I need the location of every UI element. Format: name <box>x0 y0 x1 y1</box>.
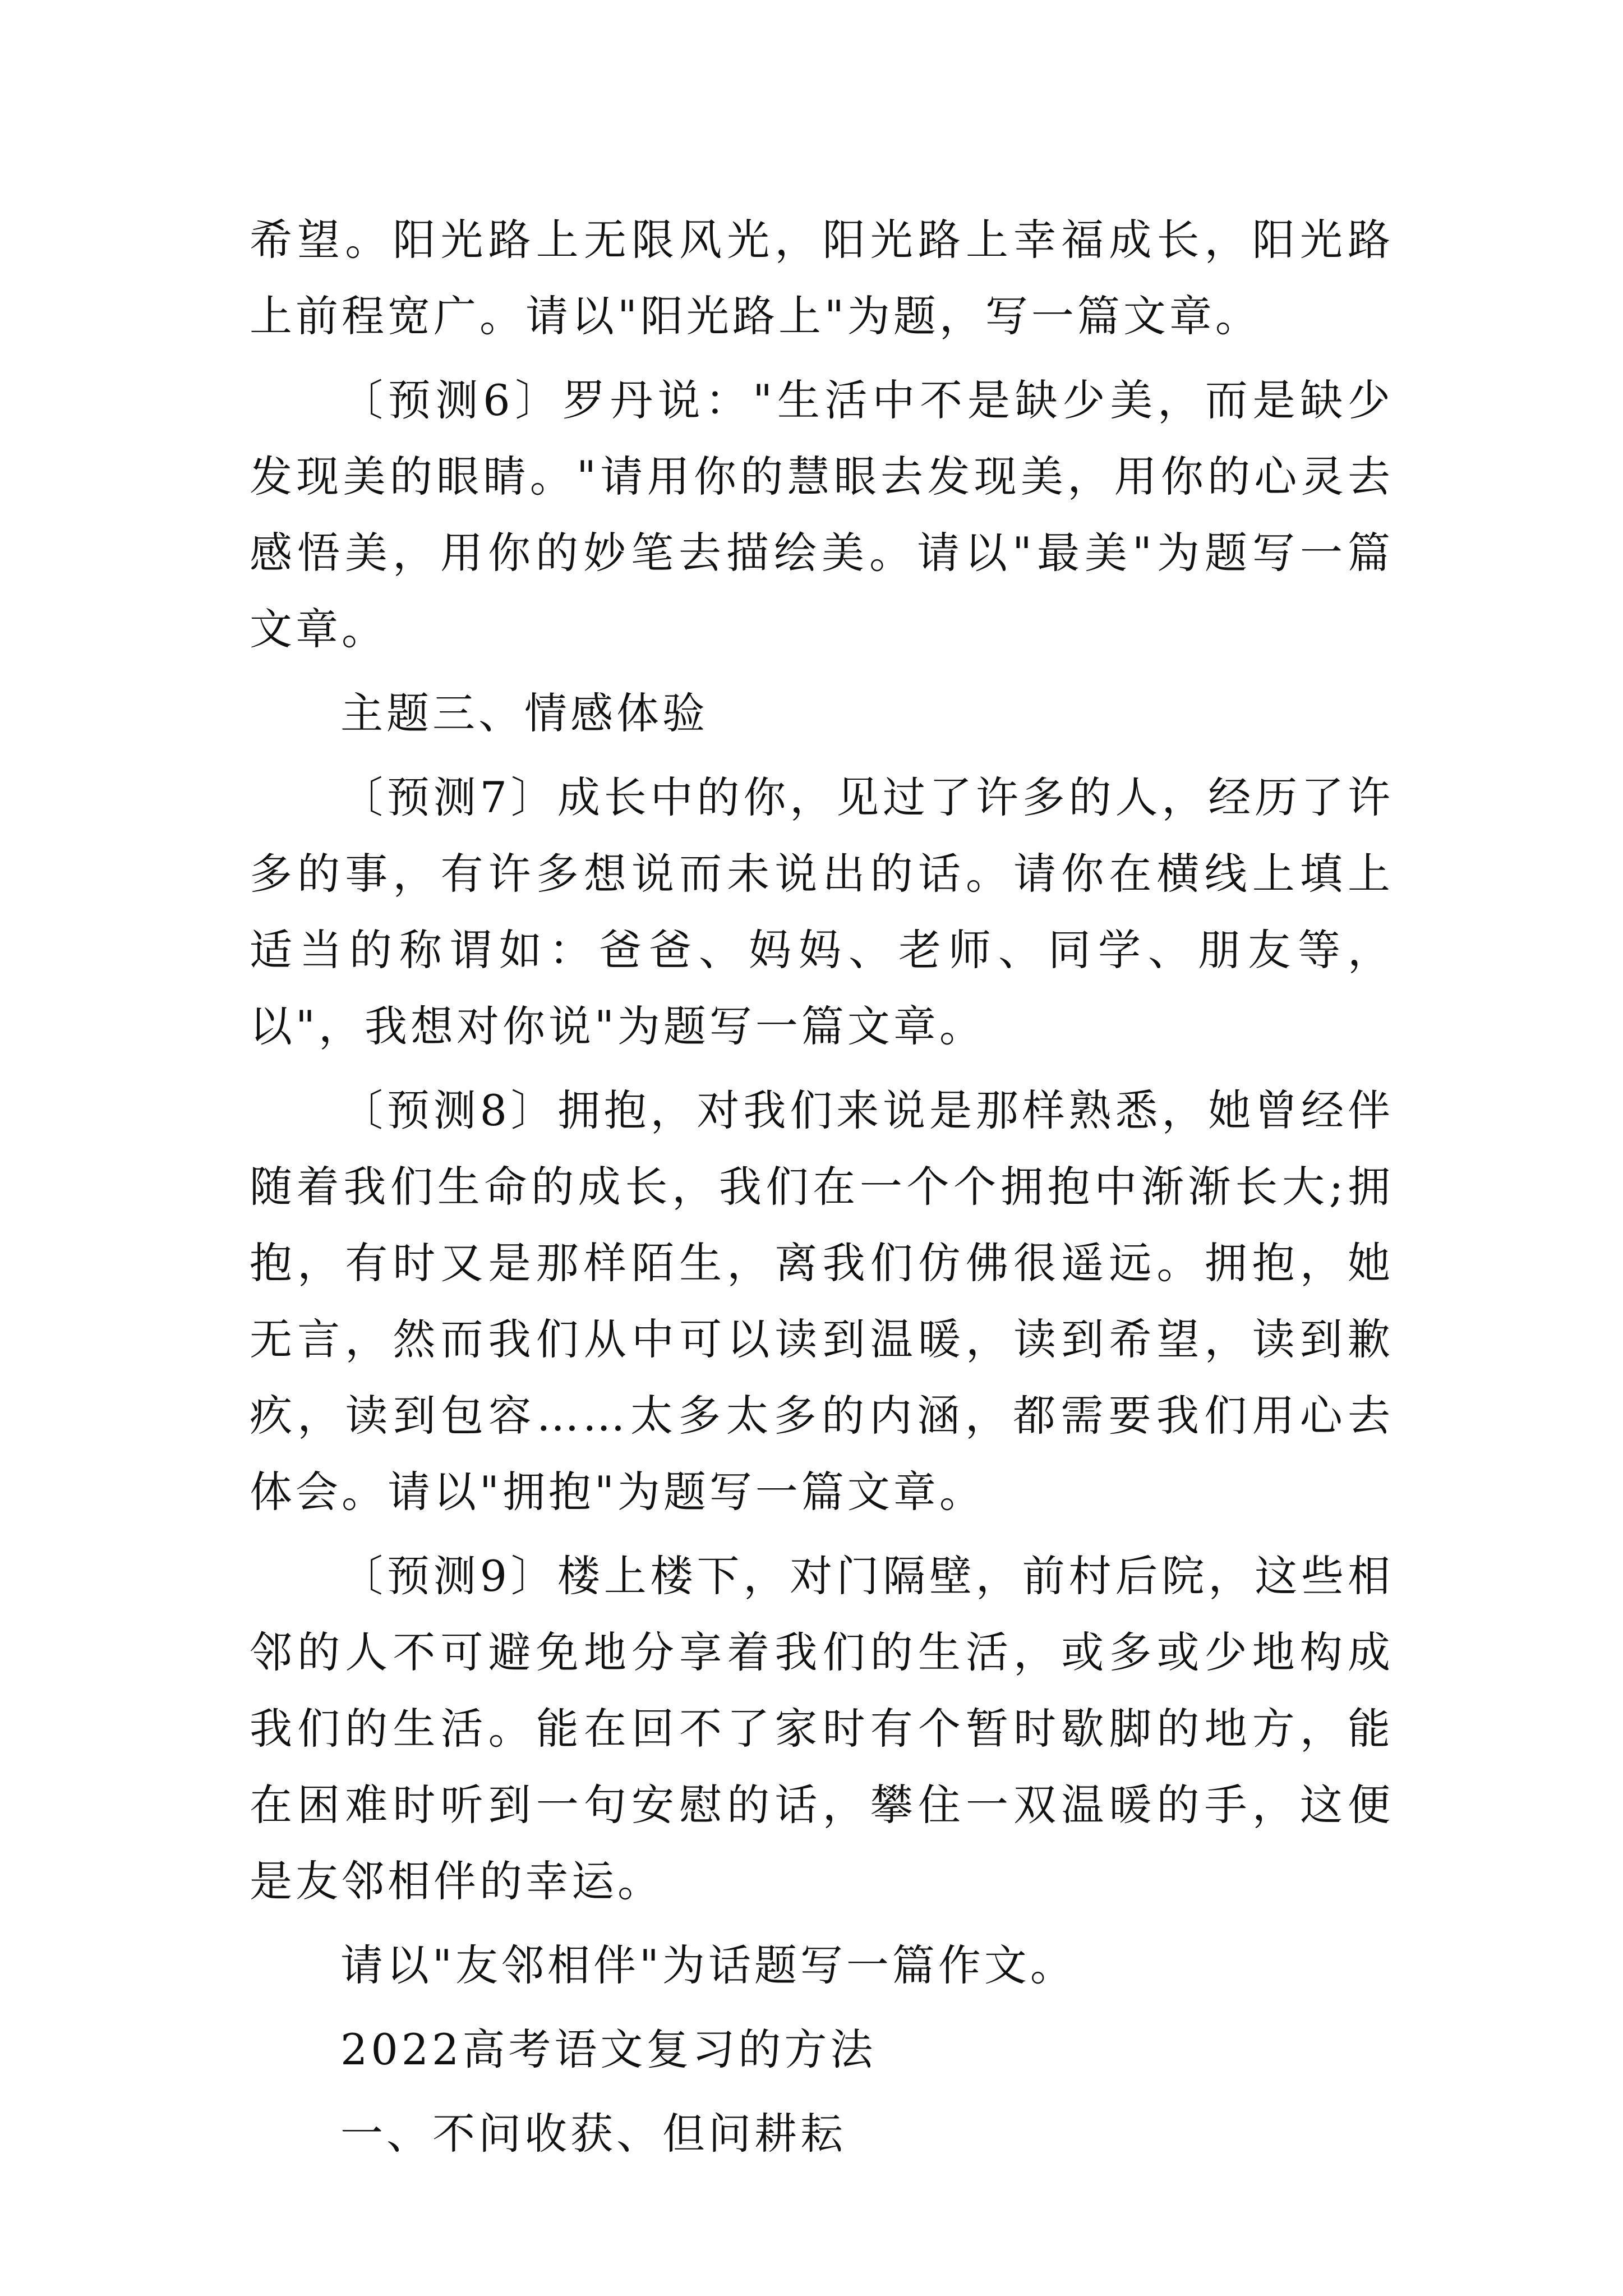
heading-review-methods: 2022高考语文复习的方法 <box>340 2024 877 2074</box>
document-body <box>250 202 1394 2172</box>
heading-method-1: 一、不问收获、但问耕耘 <box>340 2109 846 2159</box>
paragraph-writing-prompt: 请以"友邻相伴"为话题写一篇作文。 <box>340 1940 1076 1990</box>
paragraph-prediction-6: 〔预测6〕罗丹说："生活中不是缺少美，而是缺少发现美的眼睛。"请用你的慧眼去发现美，用你的心灵去感悟美，用你的妙笔去描绘美。请以"最美"为题写一篇文章。 <box>250 375 1394 654</box>
paragraph-prediction-7: 〔预测7〕成长中的你，见过了许多的人，经历了许多的事，有许多想说而未说出的话。请你在横线上填上适当的称谓如：爸爸、妈妈、老师、同学、朋友等，以"，我想对你说"为题写一篇文章。 <box>250 772 1394 1051</box>
section-heading-theme-3: 主题三、情感体验 <box>340 688 708 738</box>
paragraph-prediction-9: 〔预测9〕楼上楼下，对门隔壁，前村后院，这些相邻的人不可避免地分享着我们的生活，或多或少地构成我们的生活。能在回不了家时有个暂时歇脚的地方，能在困难时听到一句安慰的话，攀住一双温暖的手，这便是友邻相伴的幸运。 <box>250 1551 1394 1906</box>
paragraph-prediction-8: 〔预测8〕拥抱，对我们来说是那样熟悉，她曾经伴随着我们生命的成长，我们在一个个拥抱中渐渐长大;拥抱，有时又是那样陌生，离我们仿佛很遥远。拥抱，她无言，然而我们从中可以读到温暖，读到希望，读到歉疚，读到包容……太多太多的内涵，都需要我们用心去体会。请以"拥抱"为题写一篇文章。 <box>250 1085 1394 1517</box>
paragraph-sunshine-road: 希望。阳光路上无限风光，阳光路上幸福成长，阳光路上前程宽广。请以"阳光路上"为题，写一篇文章。 <box>250 215 1394 341</box>
